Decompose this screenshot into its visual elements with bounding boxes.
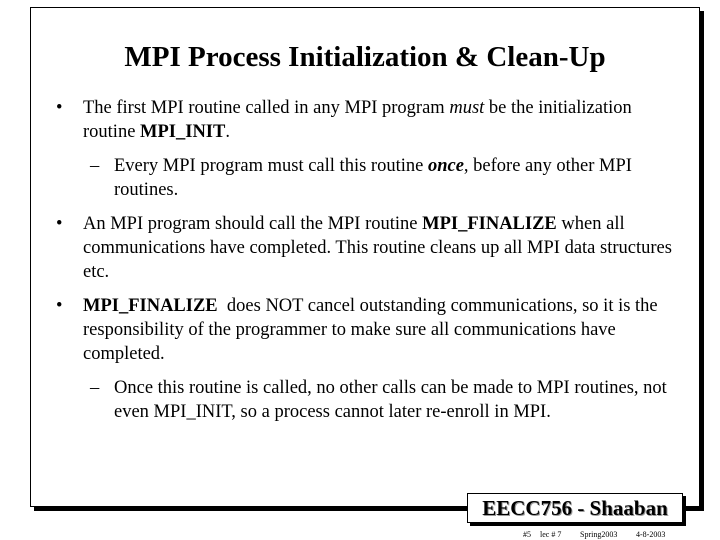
bullet-text-part: does NOT cancel outstanding communications, so it is the responsibility of the programmer to make sure all communications have completed.	[83, 296, 663, 364]
bullet-text-part: Every MPI program must call this routine	[114, 156, 428, 176]
bullet-text-part: .	[225, 122, 230, 142]
bullet-text-part: when all communications have completed. This routine cleans up all MPI data structures etc.	[83, 214, 672, 282]
bullet-text	[83, 212, 686, 284]
routine-name: MPI_INIT	[140, 122, 226, 142]
bullet-text-part: An MPI program should call the MPI routine	[83, 214, 423, 234]
bullet-marker: •	[56, 98, 63, 118]
sub-bullet-marker: –	[90, 378, 100, 398]
lecture-number: lec # 7	[540, 530, 562, 539]
bullet-text-part: The first MPI routine called in any MPI program	[83, 98, 450, 118]
footer-meta	[0, 530, 720, 540]
bullet-marker: •	[56, 296, 63, 316]
sub-bullet-text	[114, 154, 690, 202]
bullet-marker: •	[56, 214, 63, 234]
bullet-item-outstanding	[56, 294, 686, 366]
emphasis-text: once	[427, 156, 464, 176]
bullet-text	[83, 96, 686, 144]
date-label: 4-8-2003	[636, 530, 666, 539]
slide-frame	[30, 7, 700, 507]
sub-bullet-reenroll	[90, 376, 690, 424]
sub-bullet-text: Once this routine is called, no other calls can be made to MPI routines, not even MPI_INIT, so a process cannot later re-enroll in MPI.	[114, 378, 667, 422]
bullet-text-part: be the initialization routine	[83, 98, 632, 142]
bullet-item-finalize	[56, 212, 686, 284]
routine-name: MPI_FINALIZE	[422, 214, 557, 234]
routine-name: MPI_FINALIZE	[83, 296, 218, 316]
bullet-text-part: , before any other MPI routines.	[114, 156, 632, 200]
sub-bullet-once	[90, 154, 690, 202]
bullet-item-init	[56, 96, 686, 144]
emphasis-text: must	[449, 98, 485, 118]
slide-number: #5	[523, 530, 531, 539]
course-footer-box: EECC756 - Shaaban	[467, 493, 683, 523]
sub-bullet-marker: –	[90, 156, 100, 176]
term-label: Spring2003	[580, 530, 618, 539]
slide-title: MPI Process Initialization & Clean-Up	[124, 41, 606, 73]
bullet-text	[83, 294, 686, 366]
